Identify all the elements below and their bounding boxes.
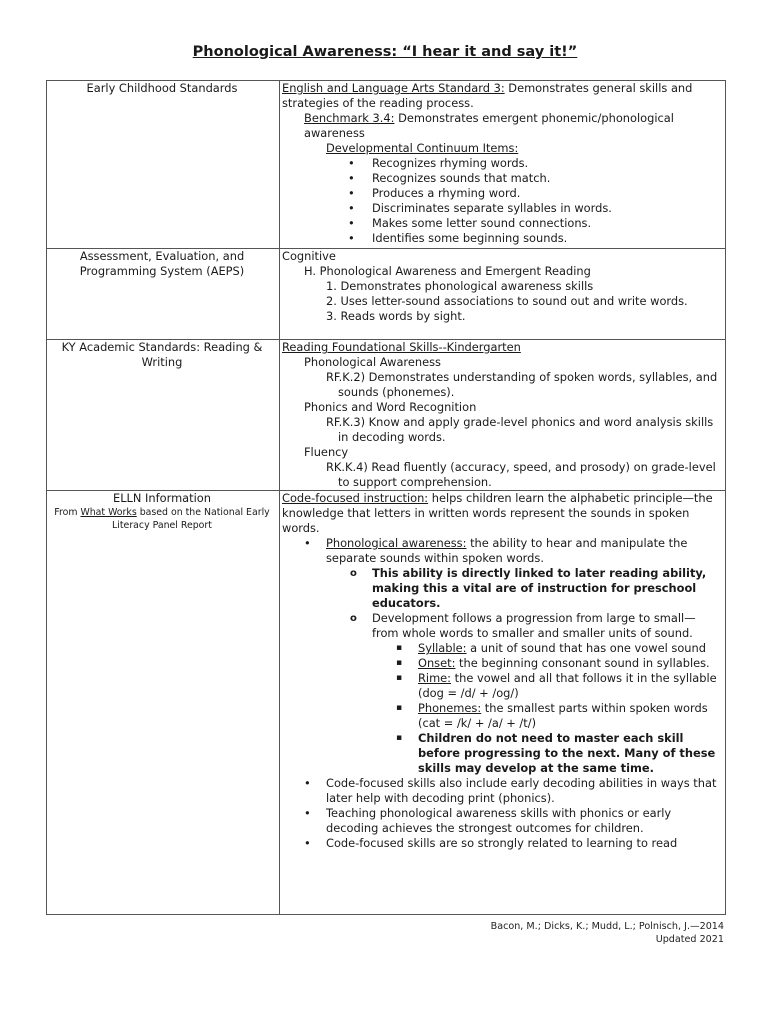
list-item: ▪ Children do not need to master each skill before progressing to the next. Many of these skills may develop at the same time. [282,731,721,776]
elln-label-cell [47,491,280,915]
benchmark-term: Benchmark 3.4: [304,111,395,125]
list-item: • Produces a rhyming word. [282,186,721,201]
list-item: 3. Reads words by sight. [326,309,466,323]
row-label: KY Academic Standards: Reading & Writing [47,340,280,491]
early-childhood-content [280,81,726,249]
benchmark-text: Demonstrates emergent phonemic/phonological awareness [304,111,674,140]
standard-text: Demonstrates general skills and strategies of the reading process. [282,81,693,110]
continuum-heading: Developmental Continuum Items: [326,141,519,155]
group-name: Fluency [304,445,349,459]
group-name: Phonological Awareness [304,355,441,369]
aeps-area: H. Phonological Awareness and Emergent Reading [304,264,591,278]
list-item: RF.K.2) Demonstrates understanding of spoken words, syllables, and sounds (phonemes). [326,370,718,399]
term: Onset: [418,656,456,670]
group-name: Phonics and Word Recognition [304,400,477,414]
row-label: ELLN Information [113,491,211,505]
term: Rime: [418,671,452,685]
list-item [282,656,721,671]
list-item: RK.K.4) Read fluently (accuracy, speed, and prosody) on grade-level to support comprehension. [326,460,716,489]
table-row [47,81,726,249]
list-item: • Recognizes sounds that match. [282,171,721,186]
list-item [282,701,721,731]
table-row [47,340,726,491]
page-title: Phonological Awareness: “I hear it and say it!” [192,44,578,60]
list-item [282,536,721,566]
term-text: the smallest parts within spoken words (cat = /k/ + /a/ + /t/) [418,701,708,730]
table-row [47,491,726,915]
term-text: the beginning consonant sound in syllables. [455,656,710,670]
aeps-content [280,249,726,340]
source-title: What Works [80,507,137,518]
elln-source [49,506,275,532]
list-item: • Recognizes rhyming words. [282,156,721,171]
list-item: • Identifies some beginning sounds. [282,231,721,246]
table-row [47,249,726,340]
intro-term: Code-focused instruction: [282,491,429,505]
ky-standards-content [280,340,726,491]
pa-text: the ability to hear and manipulate the separate sounds within spoken words. [326,536,688,565]
term: Syllable: [418,641,467,655]
list-item: 1. Demonstrates phonological awareness skills [326,279,594,293]
source-suffix: based on the National Early Literacy Panel Report [112,507,270,531]
list-item: 2. Uses letter-sound associations to sound out and write words. [326,294,688,308]
source-prefix: From [54,507,81,518]
term-text: a unit of sound that has one vowel sound [466,641,706,655]
intro-text: helps children learn the alphabetic principle—the knowledge that letters in written words represent the sounds in spoken words. [282,491,713,535]
row-label: Assessment, Evaluation, and Programming System (AEPS) [47,249,280,340]
list-item [282,671,721,701]
list-item: • Code-focused skills also include early decoding abilities in ways that later help with decoding print (phonics). [282,776,721,806]
term-text: the vowel and all that follows it in the syllable (dog = /d/ + /og/) [418,671,717,700]
standard-term: English and Language Arts Standard 3: [282,81,505,95]
row-label: Early Childhood Standards [47,81,280,249]
footer [491,920,724,946]
list-item: o Development follows a progression from large to small—from whole words to smaller and smaller units of sound. [282,611,721,641]
aeps-domain: Cognitive [282,249,336,263]
list-item: RF.K.3) Know and apply grade-level phonics and word analysis skills in decoding words. [326,415,714,444]
pa-term: Phonological awareness: [326,536,467,550]
list-item: • Makes some letter sound connections. [282,216,721,231]
list-item: • Code-focused skills are so strongly related to learning to read [282,836,721,851]
term: Phonemes: [418,701,482,715]
footer-updated: Updated 2021 [655,934,724,945]
list-item: o This ability is directly linked to later reading ability, making this a vital are of instruction for preschool educators. [282,566,721,611]
elln-content [280,491,726,915]
list-item: • Discriminates separate syllables in words. [282,201,721,216]
list-item [282,641,721,656]
ky-heading: Reading Foundational Skills--Kindergarten [282,340,521,354]
list-item: • Teaching phonological awareness skills with phonics or early decoding achieves the strongest outcomes for children. [282,806,721,836]
footer-authors: Bacon, M.; Dicks, K.; Mudd, L.; Polnisch, J.—2014 [490,921,724,932]
standards-table [46,80,726,915]
